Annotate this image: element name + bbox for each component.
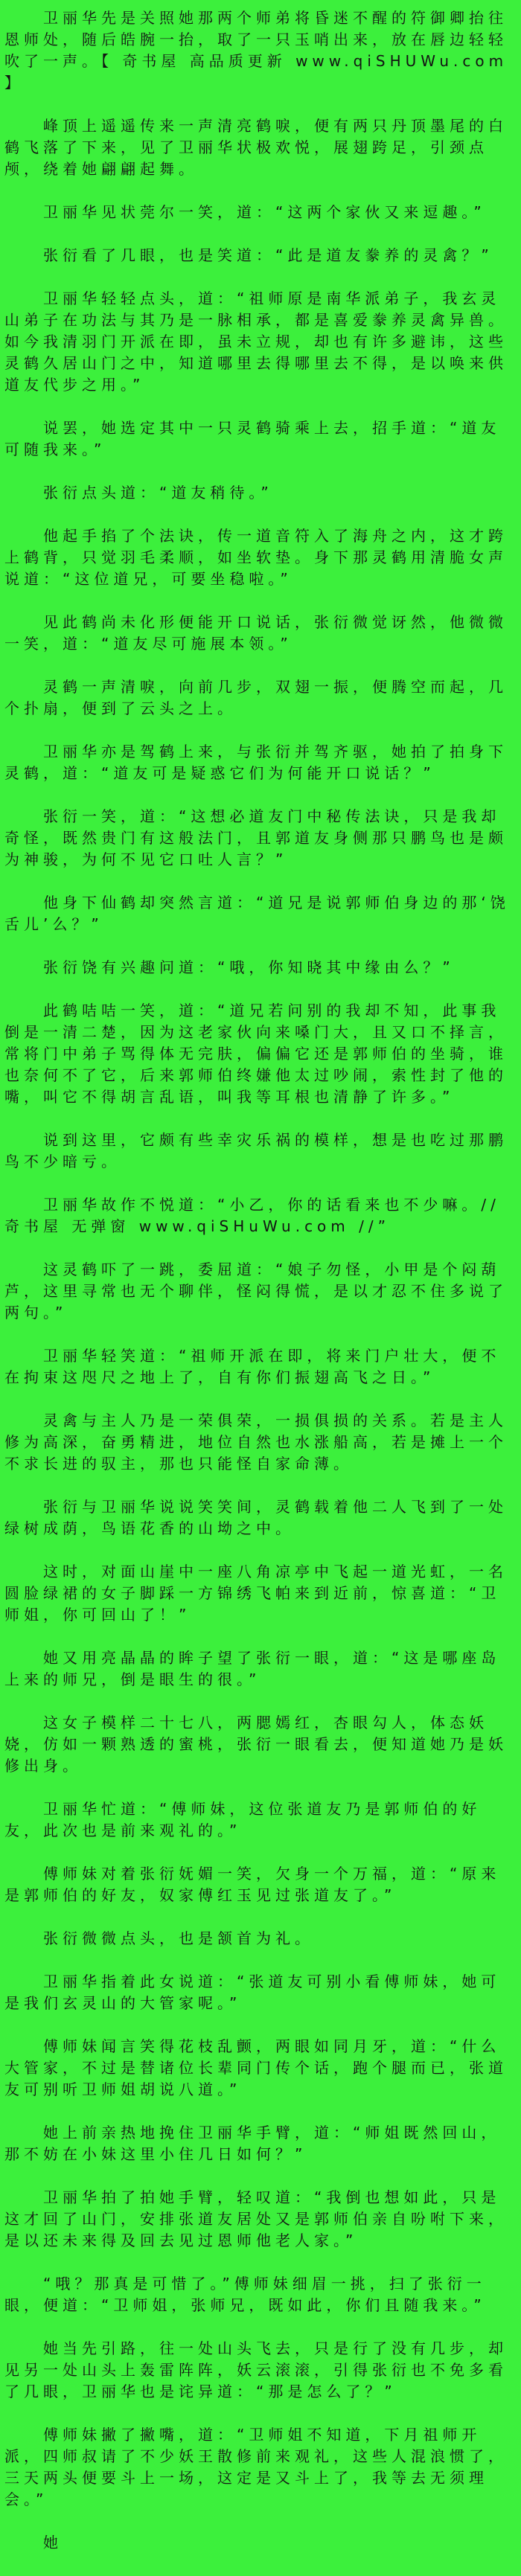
paragraph: 这时，对面山崖中一座八角凉亭中飞起一道光虹，一名圆脸绿裙的女子脚踩一方锦绣飞帕来到近前，惊喜道：“卫师姐，你可回山了！” [4,1563,508,1624]
paragraph: 张衍与卫丽华说说笑笑间，灵鹤载着他二人飞到了一处绿树成荫，鸟语花香的山坳之中。 [4,1498,508,1537]
paragraph: 这女子模样二十七八，两腮嫣红，杏眼勾人，体态妖娆，仿如一颗熟透的蜜桃，张衍一眼看去，便知道她乃是妖修出身。 [4,1714,508,1775]
paragraph: 卫丽华轻笑道：“祖师开派在即，将来门户壮大，便不在拘束这咫尺之地上了，自有你们振翅高飞之日。” [4,1347,501,1386]
paragraph: 张衍微微点头，也是颔首为礼。 [43,1929,314,1947]
paragraph: 卫丽华指着此女说道：“张道友可别小看傅师妹，她可是我们玄灵山的大管家呢。” [4,1973,501,2012]
paragraph: 灵鹤一声清唳，向前几步，双翅一振，便腾空而起，几个扑扇，便到了云头之上。 [4,678,508,717]
paragraph: 她上前亲热地挽住卫丽华手臂，道：“师姐既然回山，那不妨在小妹这里小住几日如何？” [4,2124,501,2163]
paragraph: 张衍一笑，道：“这想必道友门中秘传法诀，只是我却奇怪，既然贵门有这般法门，且郭道友身侧那只鹏鸟也是颇为神骏，为何不见它口吐人言？” [4,807,508,868]
paragraph: 峰顶上遥遥传来一声清亮鹤唳，便有两只丹顶墨尾的白鹤飞落了下来，见了卫丽华状极欢悦，展翅跨足，引颈点颅，绕着她翩翩起舞。 [4,117,508,178]
paragraph: 她 [43,2534,63,2551]
paragraph: 卫丽华轻轻点头，道：“祖师原是南华派弟子，我玄灵山弟子在功法与其乃是一脉相承，都是喜爱豢养灵禽异兽。如今我清羽门开派在即，虽未立规，却也有许多避讳，这些灵鹤久居山门之中，知道哪里去得哪里去不得，是以唤来供道友代步之用。” [4,289,508,394]
novel-content [4,7,517,2554]
paragraph: 此鹤咭咭一笑，道：“道兄若问别的我却不知，此事我倒是一清二楚，因为这老家伙向来嗓门大，且又口不择言，常将门中弟子骂得体无完肤，偏偏它还是郭师伯的坐骑，谁也奈何不了它，后来郭师伯终嫌他太过吵闹，索性封了他的嘴，叫它不得胡言乱语，叫我等耳根也清静了许多。” [4,1002,508,1106]
paragraph: 张衍饶有兴趣问道：“哦，你知晓其中缘由么？” [43,958,455,976]
paragraph: 张衍点头道：“道友稍待。” [43,484,273,502]
paragraph: 卫丽华先是关照她那两个师弟将昏迷不醒的符御卿抬往恩师处，随后皓腕一抬，取了一只玉哨出来，放在唇边轻轻吹了一声。【 奇书屋 高品质更新 www.qiSHUWu.com 】 [4,9,508,92]
paragraph: 说罢，她选定其中一只灵鹤骑乘上去，招手道：“道友可随我来。” [4,419,501,458]
paragraph: 见此鹤尚未化形便能开口说话，张衍微觉讶然，他微微一笑，道：“道友尽可施展本领。” [4,613,508,653]
paragraph: 卫丽华拍了拍她手臂，轻叹道：“我倒也想如此，只是这才回了山门，安排张道友居处又是郭师伯亲自吩咐下来，是以还未来得及回去见过恩师他老人家。” [4,2188,508,2249]
paragraph: “哦？那真是可惜了。”傅师妹细眉一挑，扫了张衍一眼，便道：“卫师姐，张师兄，既如此，你们且随我来。” [4,2275,486,2314]
paragraph: 傅师妹对着张衍妩媚一笑，欠身一个万福，道：“原来是郭师伯的好友，奴家傅红玉见过张道友了。” [4,1865,501,1904]
paragraph: 卫丽华亦是驾鹤上来，与张衍并驾齐驱，她拍了拍身下灵鹤，道：“道友可是疑惑它们为何能开口说话？” [4,743,508,782]
paragraph: 卫丽华忙道：“傅师妹，这位张道友乃是郭师伯的好友，此次也是前来观礼的。” [4,1800,482,1839]
paragraph: 她又用亮晶晶的眸子望了张衍一眼，道：“这是哪座岛上来的师兄，倒是眼生的很。” [4,1649,501,1688]
paragraph: 他起手掐了个法诀，传一道音符入了海舟之内，这才跨上鹤背，只觉羽毛柔顺，如坐软垫。身下那灵鹤用清脆女声说道：“这位道兄，可要坐稳啦。” [4,527,508,588]
paragraph: 灵禽与主人乃是一荣俱荣，一损俱损的关系。若是主人修为高深，奋勇精进，地位自然也水涨船高，若是摊上一个不求长进的驭主，那也只能怪自家命薄。 [4,1412,508,1473]
paragraph: 张衍看了几眼，也是笑道：“此是道友豢养的灵禽？” [43,246,493,264]
paragraph: 傅师妹闻言笑得花枝乱颤，两眼如同月牙，道：“什么大管家，不过是替诸位长辈同门传个话，跑个腿而已，张道友可别听卫师姐胡说八道。” [4,2037,508,2098]
paragraph: 傅师妹撇了撇嘴，道：“卫师姐不知道，下月祖师开派，四师叔请了不少妖王散修前来观礼，这些人混浪惯了，三天两头便要斗上一场，这定是又斗上了，我等去无须理会。” [4,2426,508,2508]
paragraph: 她当先引路，往一处山头飞去，只是行了没有几步，却见另一处山头上轰雷阵阵，妖云滚滚，引得张衍也不免多看了几眼，卫丽华也是诧异道：“那是怎么了？” [4,2339,508,2400]
paragraph: 他身下仙鹤却突然言道：“道兄是说郭师伯身边的那‘饶舌儿’么？” [4,894,510,933]
paragraph: 卫丽华见状莞尔一笑，道：“这两个家伙又来逗趣。” [43,203,486,221]
paragraph: 说到这里，它颇有些幸灾乐祸的模样，想是也吃过那鹏鸟不少暗亏。 [4,1131,508,1170]
paragraph: 这灵鹤吓了一跳，委屈道：“娘子勿怪，小甲是个闷葫芦，这里寻常也无个聊伴，怪闷得慌，是以才忍不住多说了两句。” [4,1260,508,1321]
paragraph: 卫丽华故作不悦道：“小乙，你的话看来也不少嘛。// 奇书屋 无弹窗 www.qiSHuWu.com //” [4,1196,500,1235]
